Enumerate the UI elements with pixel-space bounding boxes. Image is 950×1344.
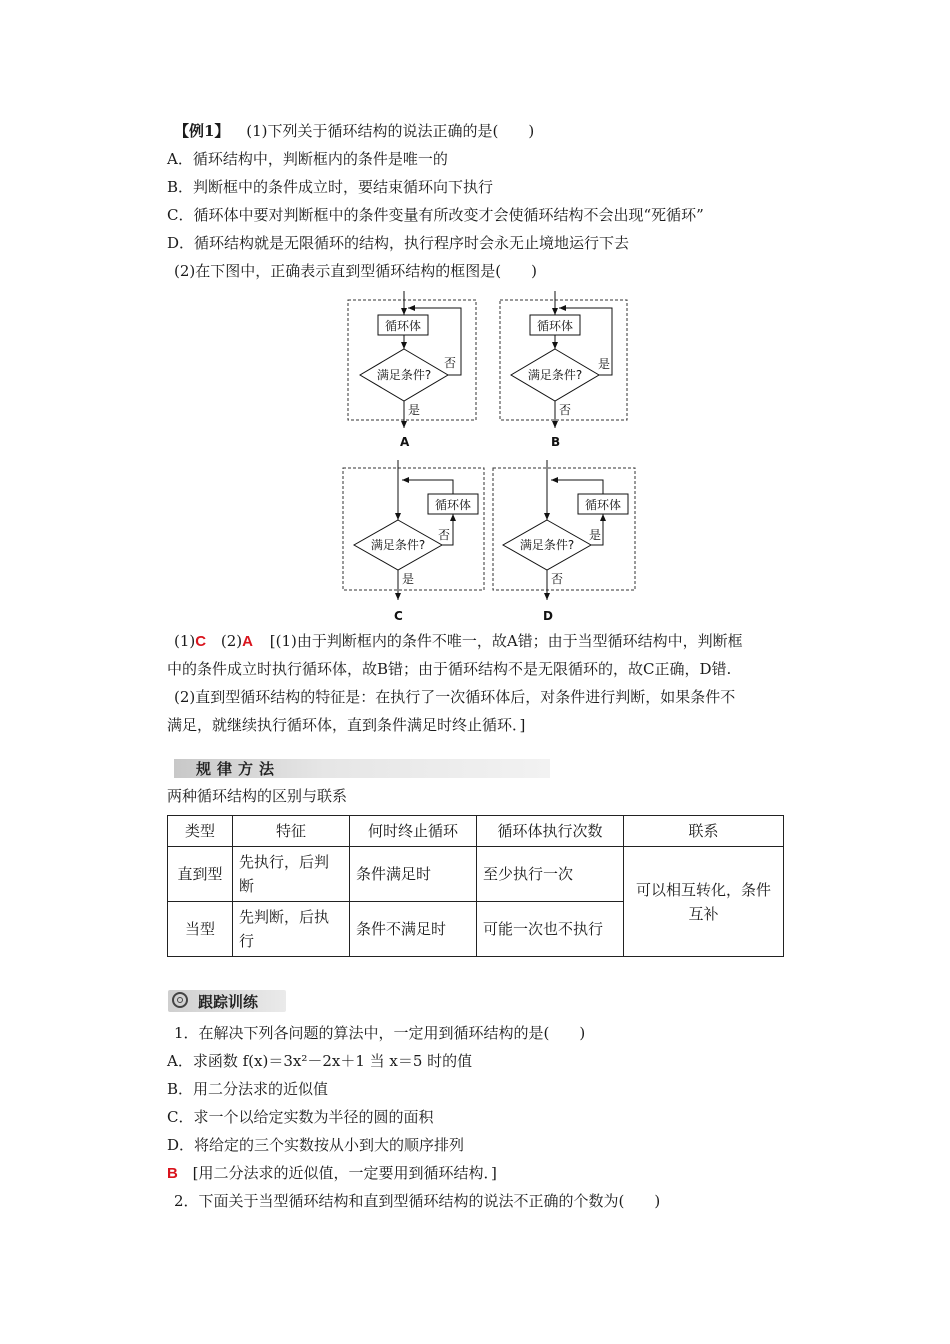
practice-q1-option-c: C．求一个以给定实数为半径的圆的面积 bbox=[167, 1108, 434, 1126]
flowchart-d bbox=[493, 460, 635, 623]
label-a: A bbox=[400, 435, 410, 449]
method-banner-title: 规律方法 bbox=[196, 760, 281, 778]
condition-c-label: 满足条件? bbox=[370, 538, 426, 552]
practice-answer-explanation: [用二分法求的近似值，一定要用到循环结构．] bbox=[192, 1164, 497, 1182]
explanation-3: (2)直到型循环结构的特征是：在执行了一次循环体后，对条件进行判断，如果条件不 bbox=[174, 688, 736, 706]
cell-feature: 先执行，后判断 bbox=[233, 847, 350, 902]
header-type: 类型 bbox=[168, 816, 233, 847]
loop-body-c-label: 循环体 bbox=[434, 498, 472, 512]
condition-a-label: 满足条件? bbox=[376, 368, 432, 382]
option-c: C．循环体中要对判断框中的条件变量有所改变才会使循环结构不会出现“死循环” bbox=[167, 206, 704, 224]
no-label-d: 否 bbox=[551, 572, 564, 586]
yes-label-a: 是 bbox=[408, 403, 421, 417]
practice-answer-letter: B bbox=[167, 1165, 178, 1182]
method-intro: 两种循环结构的区别与联系 bbox=[167, 787, 348, 805]
answer-2: A bbox=[242, 633, 253, 650]
loop-body-b-label: 循环体 bbox=[536, 319, 574, 333]
flowchart-a bbox=[348, 291, 476, 449]
flowcharts-figure bbox=[0, 0, 950, 640]
loop-body-a-label: 循环体 bbox=[384, 319, 422, 333]
header-feature: 特征 bbox=[233, 816, 350, 847]
practice-q1-option-a: A．求函数 f(x)＝3x²－2x＋1 当 x＝5 时的值 bbox=[167, 1052, 473, 1070]
cell-type: 当型 bbox=[168, 902, 233, 957]
cell-feature: 先判断，后执行 bbox=[233, 902, 350, 957]
label-c: C bbox=[394, 609, 403, 623]
option-a: A．循环结构中，判断框内的条件是唯一的 bbox=[167, 150, 448, 168]
practice-q1-option-d: D．将给定的三个实数按从小到大的顺序排列 bbox=[167, 1136, 465, 1154]
explanation-2: 中的条件成立时执行循环体，故B错；由于循环结构不是无限循环的，故C正确，D错. bbox=[167, 660, 732, 678]
cell-relation: 可以相互转化，条件互补 bbox=[624, 847, 784, 957]
no-label-b: 否 bbox=[559, 403, 572, 417]
practice-q2: 2．下面关于当型循环结构和直到型循环结构的说法不正确的个数为( ) bbox=[174, 1192, 661, 1210]
yes-label-c: 是 bbox=[402, 572, 415, 586]
flowchart-b bbox=[500, 291, 627, 449]
practice-answer-1 bbox=[167, 1163, 497, 1184]
header-times: 循环体执行次数 bbox=[477, 816, 624, 847]
loop-body-d-label: 循环体 bbox=[584, 498, 622, 512]
answer-line-1 bbox=[174, 631, 743, 652]
header-stop: 何时终止循环 bbox=[350, 816, 477, 847]
label-b: B bbox=[551, 435, 561, 449]
cell-times: 至少执行一次 bbox=[477, 847, 624, 902]
practice-banner-title: 跟踪训练 bbox=[198, 993, 259, 1011]
option-b: B．判断框中的条件成立时，要结束循环向下执行 bbox=[167, 178, 494, 196]
answer-part2: (2) bbox=[220, 632, 243, 650]
option-d: D．循环结构就是无限循环的结构，执行程序时会永无止境地运行下去 bbox=[167, 234, 630, 252]
yes-label-d: 是 bbox=[589, 528, 602, 542]
table-header-row bbox=[168, 816, 784, 847]
method-banner bbox=[174, 759, 550, 778]
example-q2: (2)在下图中，正确表示直到型循环结构的框图是( ) bbox=[174, 262, 537, 280]
answer-1: C bbox=[195, 633, 207, 650]
no-label-c: 否 bbox=[438, 528, 451, 542]
condition-b-label: 满足条件? bbox=[527, 368, 583, 382]
target-icon bbox=[172, 992, 188, 1008]
no-label-a: 否 bbox=[444, 356, 457, 370]
table-row bbox=[168, 847, 784, 902]
practice-q1: 1．在解决下列各问题的算法中，一定用到循环结构的是( ) bbox=[174, 1024, 586, 1042]
cell-stop: 条件满足时 bbox=[350, 847, 477, 902]
cell-type: 直到型 bbox=[168, 847, 233, 902]
practice-q1-option-b: B．用二分法求的近似值 bbox=[167, 1080, 329, 1098]
yes-label-b: 是 bbox=[598, 357, 611, 371]
condition-d-label: 满足条件? bbox=[519, 538, 575, 552]
answer-part1: (1) bbox=[174, 632, 196, 650]
comparison-table bbox=[167, 815, 784, 957]
explanation-4: 满足，就继续执行循环体，直到条件满足时终止循环．] bbox=[167, 716, 526, 734]
header-relation: 联系 bbox=[624, 816, 784, 847]
example-tag: 【例1】 bbox=[174, 122, 230, 140]
frame-d bbox=[493, 468, 635, 590]
cell-stop: 条件不满足时 bbox=[350, 902, 477, 957]
practice-banner bbox=[168, 990, 286, 1012]
label-d: D bbox=[543, 609, 553, 623]
cell-times: 可能一次也不执行 bbox=[477, 902, 624, 957]
example-q1: (1)下列关于循环结构的说法正确的是( ) bbox=[246, 122, 535, 140]
flowchart-c bbox=[343, 460, 484, 623]
explanation-1: [(1)由于判断框内的条件不唯一，故A错；由于当型循环结构中，判断框 bbox=[269, 632, 743, 650]
